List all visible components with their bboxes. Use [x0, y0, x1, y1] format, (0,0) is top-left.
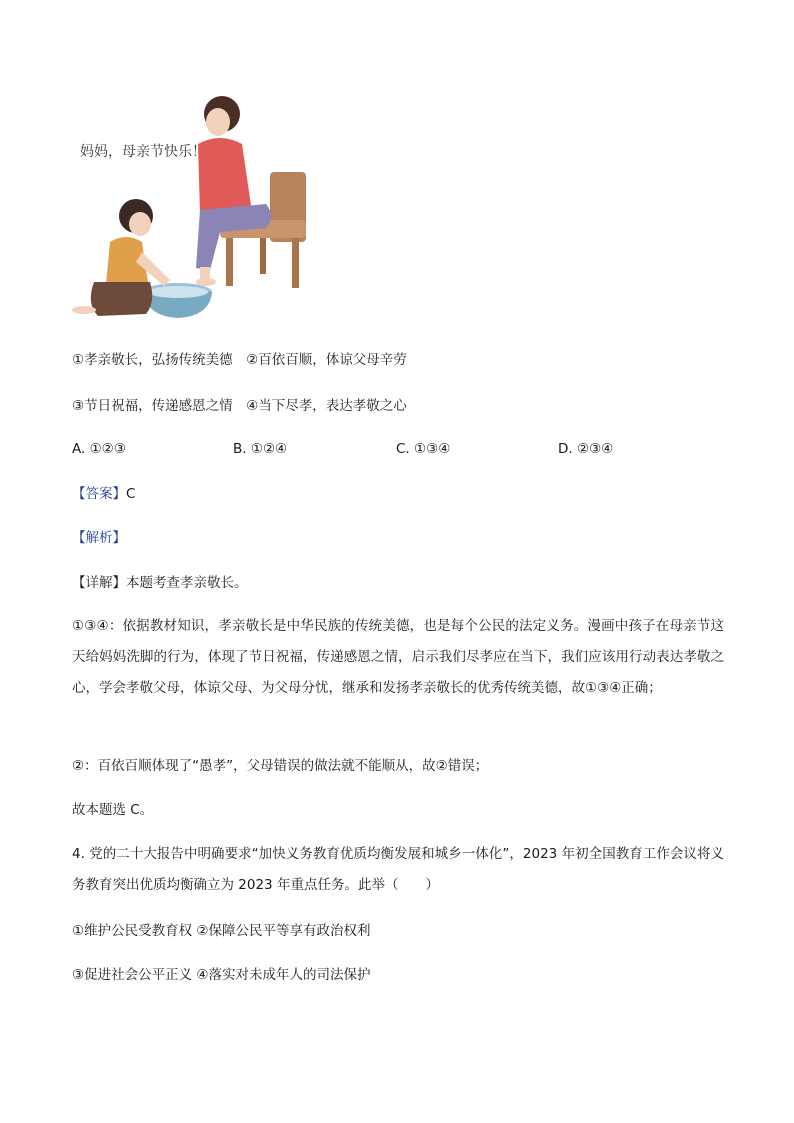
answer-line: [72, 484, 135, 504]
question-4-statement-3-4: ③促进社会公平正义 ④落实对未成年人的司法保护: [72, 967, 371, 983]
analysis-tag: [72, 528, 126, 548]
mother-figure: [196, 96, 271, 286]
answer-tag: 【答案】: [72, 486, 126, 502]
wash-basin: [144, 283, 212, 318]
option-b: B. ①②④: [233, 441, 288, 457]
detail-intro: 本题考查孝亲敬长。: [126, 575, 248, 591]
answer-value: C: [126, 486, 136, 502]
mothers-day-illustration: [70, 92, 320, 324]
question-4-statement-1-2: ①维护公民受教育权 ②保障公民平等享有政治权利: [72, 923, 371, 939]
detail-paragraph: ①③④：依据教材知识，孝亲敬长是中华民族的传统美德，也是每个公民的法定义务。漫画中孩子在母亲节这天给妈妈洗脚的行为，体现了节日祝福，传递感恩之情，启示我们尽孝应在当下，我们应该用行动表达孝敬之心，学会孝敬父母，体谅父母、为父母分忧，继承和发扬孝亲敬长的优秀传统美德，故①③④正确；: [72, 618, 724, 696]
question-4-stem: 4. 党的二十大报告中明确要求“加快义务教育优质均衡发展和城乡一体化”，2023 年初全国教育工作会议将义务教育突出优质均衡确立为 2023 年重点任务。此举（ ）: [72, 846, 724, 893]
detail-wrong: ②：百依百顺体现了“愚孝”，父母错误的做法就不能顺从，故②错误；: [72, 758, 489, 774]
option-c: C. ①③④: [396, 441, 451, 457]
option-a: A. ①②③: [72, 441, 126, 457]
statement-1-2: ①孝亲敬长，弘扬传统美德 ②百依百顺，体谅父母辛劳: [72, 352, 407, 368]
detail-line: [72, 573, 248, 593]
conclusion: 故本题选 C。: [72, 802, 154, 818]
speech-bubble-text: 妈妈，母亲节快乐！: [80, 144, 206, 160]
statement-3-4: ③节日祝福，传递感恩之情 ④当下尽孝，表达孝敬之心: [72, 398, 407, 414]
detail-tag: 【详解】: [72, 575, 126, 591]
analysis-tag-text: 【解析】: [72, 530, 126, 546]
option-d: D. ②③④: [558, 441, 614, 457]
